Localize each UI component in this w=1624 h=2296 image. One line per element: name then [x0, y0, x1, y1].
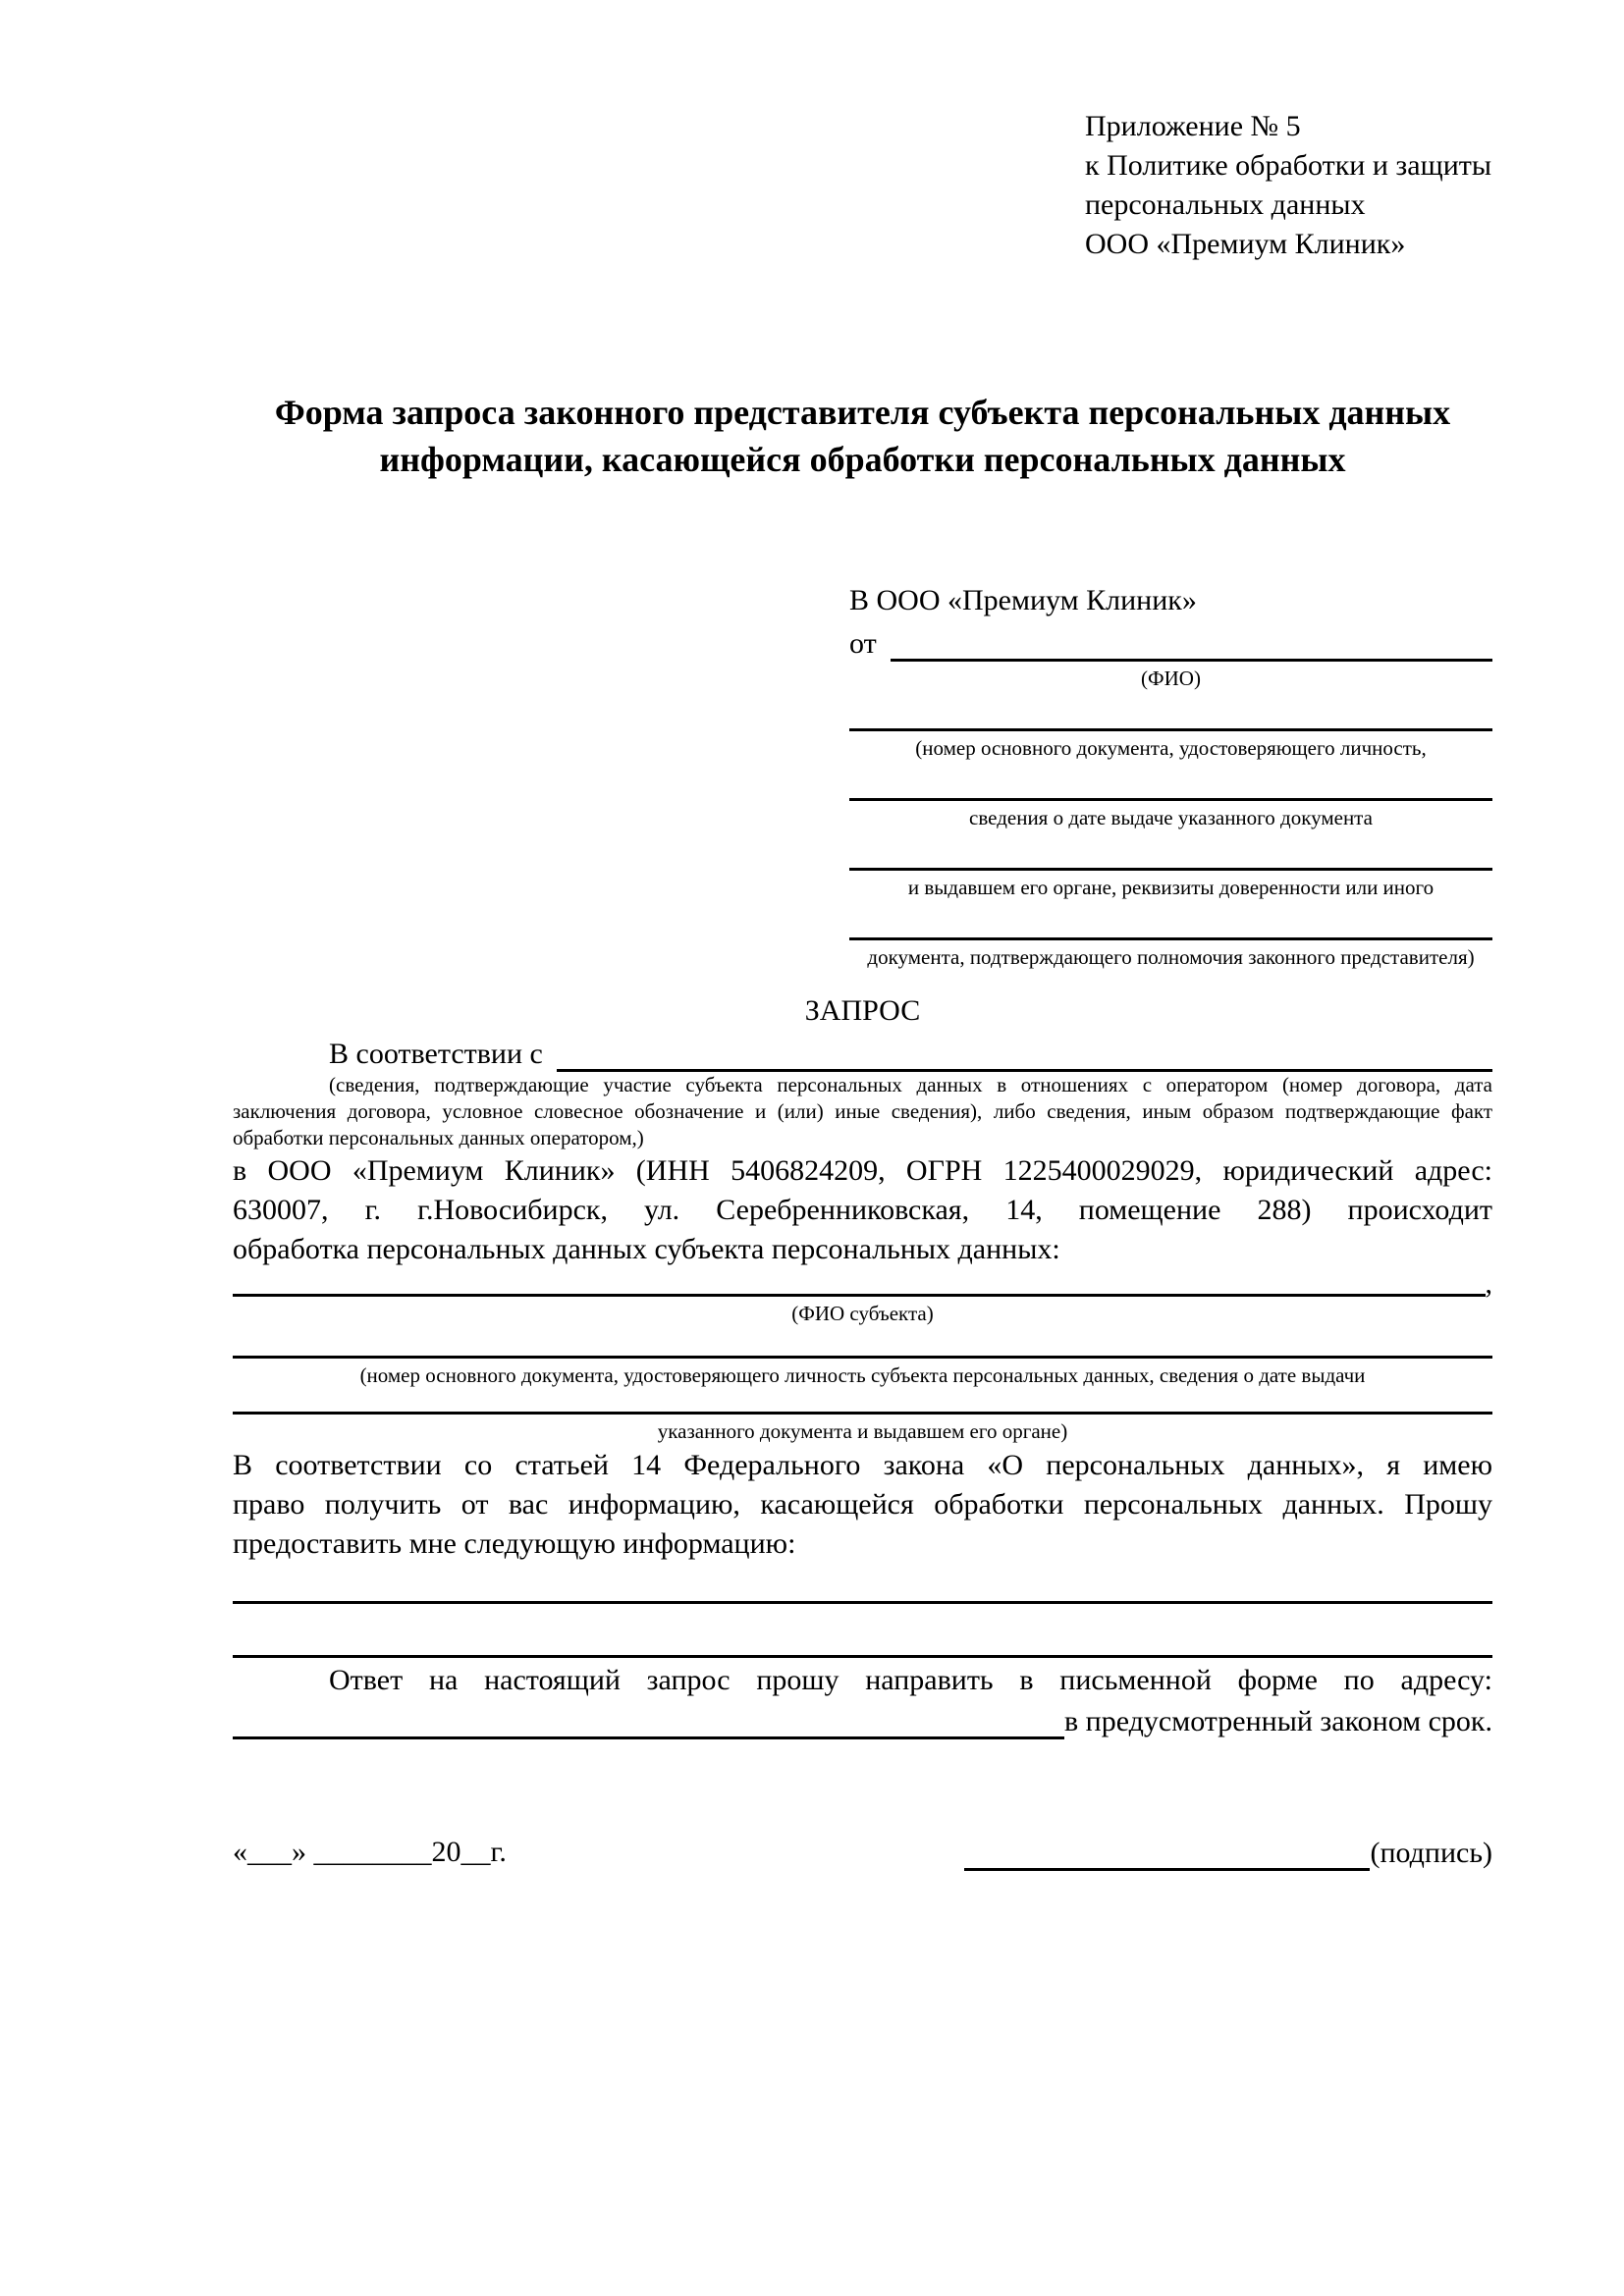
document-content	[233, 0, 1492, 1871]
title-line-1: Форма запроса законного представителя субъекта персональных данных	[274, 393, 1451, 432]
document-title	[233, 389, 1492, 483]
issuing-authority-blank-line	[849, 830, 1492, 871]
issuing-authority-caption: и выдавшем его органе, реквизиты доверенности или иного	[907, 876, 1435, 899]
requested-info-blank-line-1	[233, 1564, 1492, 1604]
issue-date-blank-line	[849, 761, 1492, 801]
issue-date-caption: сведения о дате выдаче указанного документа	[969, 806, 1373, 829]
appendix-header	[1085, 107, 1492, 264]
requested-info-blank-line-2	[233, 1604, 1492, 1658]
operator-line: 630007, г. г.Новосибирск, ул. Серебренниковская, 14, помещение 288) происходит	[233, 1194, 1492, 1226]
signature-blank-line	[964, 1835, 1370, 1871]
addressee-block	[849, 581, 1492, 970]
subject-doc-blank-line-2	[233, 1388, 1492, 1415]
subject-doc-blank-line	[233, 1326, 1492, 1359]
fio-caption: (ФИО)	[1141, 667, 1201, 690]
operator-line: в ООО «Премиум Клиник» (ИНН 5406824209, ОГРН 1225400029029, юридический адрес:	[233, 1154, 1492, 1187]
intro-row	[233, 1031, 1492, 1072]
doc-number-blank-line	[849, 691, 1492, 731]
law-line: право получить от вас информацию, касающейся обработки персональных данных. Прошу	[233, 1488, 1492, 1521]
addressee-from-row	[849, 620, 1492, 662]
date-blank: «___» ________20__г.	[233, 1836, 507, 1868]
operator-paragraph	[233, 1151, 1492, 1269]
answer-address-blank-line	[233, 1736, 1064, 1739]
answer-paragraph: Ответ на настоящий запрос прошу направить в письменной форме по адресу:	[329, 1664, 1492, 1696]
fine-print	[233, 1072, 1492, 1151]
fine-print-line: (сведения, подтверждающие участие субъекта персональных данных в отношениях с оператором (номер договора, дата	[329, 1073, 1492, 1096]
request-heading: ЗАПРОС	[804, 994, 921, 1027]
law-paragraph	[233, 1446, 1492, 1564]
fio-blank-line	[891, 659, 1492, 662]
subject-fio-caption: (ФИО субъекта)	[791, 1302, 934, 1325]
intro-label: В соответствии с	[329, 1038, 543, 1070]
subject-fio-blank-line	[233, 1294, 1486, 1297]
operator-line: обработка персональных данных субъекта персональных данных:	[233, 1233, 1060, 1265]
subject-doc-caption-2: указанного документа и выдавшем его органе)	[657, 1419, 1068, 1443]
authority-doc-blank-line	[849, 900, 1492, 940]
addressee-to: В ООО «Премиум Клиник»	[849, 584, 1197, 616]
answer-tail: в предусмотренный законом срок.	[1064, 1705, 1492, 1737]
fine-print-line: обработки персональных данных оператором,)	[233, 1126, 644, 1149]
doc-number-caption: (номер основного документа, удостоверяющего личность,	[915, 736, 1427, 760]
signature-caption: (подпись)	[1370, 1837, 1492, 1869]
signature-row	[233, 1834, 1492, 1871]
appendix-line: к Политике обработки и защиты	[1085, 149, 1492, 182]
appendix-line: ООО «Премиум Клиник»	[1085, 228, 1406, 260]
authority-doc-caption: документа, подтверждающего полномочия законного представителя)	[867, 945, 1475, 969]
subject-comma: ,	[1485, 1267, 1492, 1300]
title-line-2: информации, касающейся обработки персональных данных	[379, 440, 1346, 479]
from-label: от	[849, 627, 877, 660]
signature-group	[964, 1835, 1492, 1871]
appendix-line: персональных данных	[1085, 188, 1366, 221]
law-line: В соответствии со статьей 14 Федерального закона «О персональных данных», я имею	[233, 1449, 1492, 1481]
answer-address-row	[233, 1700, 1492, 1739]
appendix-line: Приложение № 5	[1085, 110, 1301, 142]
subject-doc-caption-1: (номер основного документа, удостоверяющего личность субъекта персональных данных, сведения о дате выдачи	[359, 1363, 1366, 1387]
subject-fio-row	[233, 1267, 1492, 1300]
law-line: предоставить мне следующую информацию:	[233, 1527, 796, 1560]
fine-print-line: заключения договора, условное словесное обозначение и (или) иные сведения), либо сведения, иным образом подтверждающие факт	[233, 1099, 1492, 1123]
